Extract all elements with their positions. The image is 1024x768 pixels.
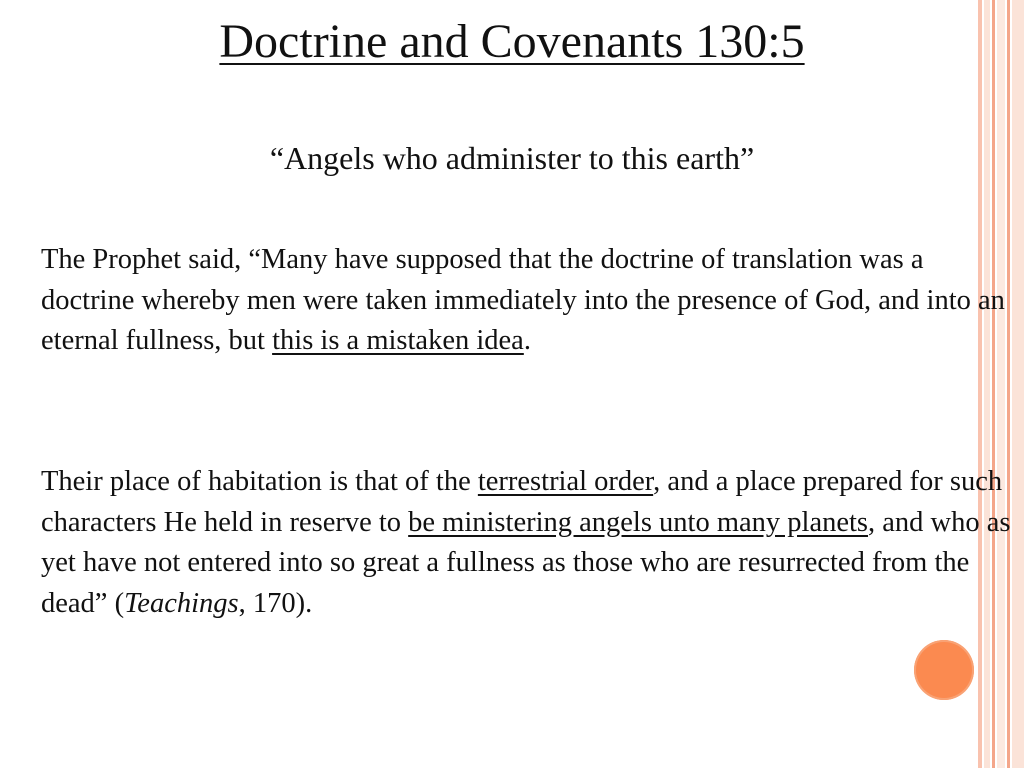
paragraph-2-text-a: Their place of habitation is that of the (41, 466, 478, 497)
slide-title (0, 12, 1024, 72)
border-stripe (978, 0, 982, 768)
paragraph-2-text-d: , 170). (238, 587, 313, 619)
slide-subtitle: “Angels who administer to this earth” (269, 140, 755, 176)
border-stripe (997, 0, 1005, 768)
slide-title-text: Doctrine and Covenants 130:5 (219, 15, 805, 68)
paragraph-2-text-b: , and a place prepared for such characters He held in reserve to (41, 466, 1003, 538)
border-stripe (1012, 0, 1024, 768)
paragraph-1-text-a: The Prophet said, “Many have supposed that the doctrine of translation was a doctrine whereby men were taken immediately into the presence of God, and into an eternal fullness, but (41, 244, 1005, 356)
paragraph-2 (41, 462, 1016, 624)
paragraph-1 (41, 240, 1016, 362)
paragraph-2-text-c: , and who as yet have not entered into so great a fullness as those who are resurrected from the dead” ( (41, 506, 1011, 619)
paragraph-2-underlined-2: be ministering angels unto many planets (408, 506, 869, 538)
border-stripe (984, 0, 990, 768)
paragraph-2-source: Teachings (124, 587, 239, 619)
decorative-circle-icon (914, 640, 974, 700)
paragraph-1-underlined: this is a mistaken idea (272, 325, 524, 356)
paragraph-1-text-b: . (523, 325, 531, 356)
paragraph-2-underlined-1: terrestrial order (477, 466, 654, 497)
border-stripe (992, 0, 995, 768)
border-stripe (1007, 0, 1010, 768)
